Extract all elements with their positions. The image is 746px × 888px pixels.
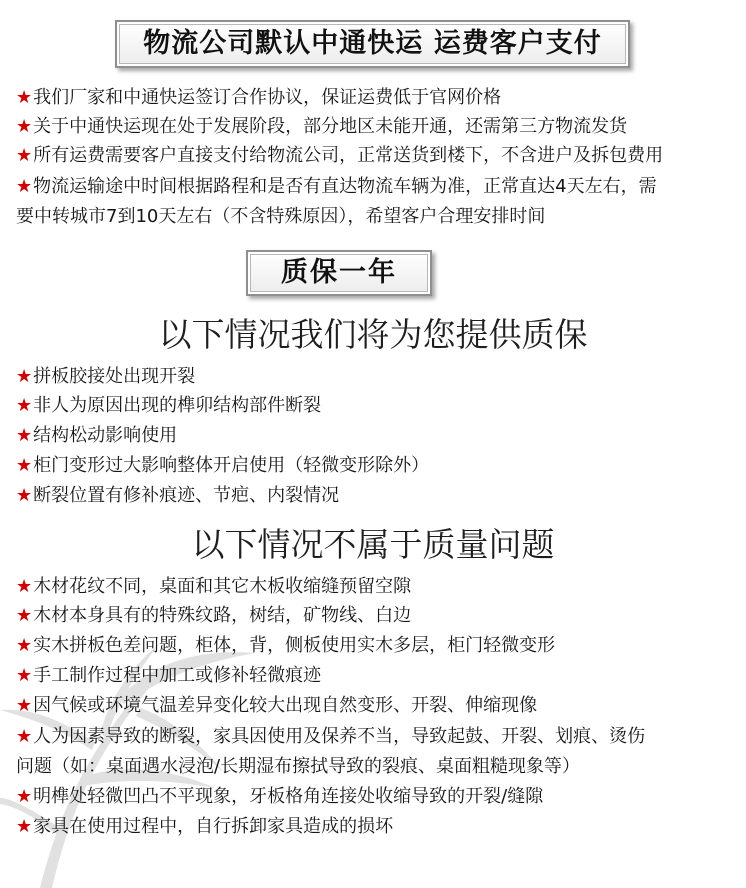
not-covered-heading: 以下情况不属于质量问题 (191, 525, 555, 564)
star-icon: ★ (16, 695, 33, 716)
star-icon: ★ (16, 87, 33, 108)
list-item: ★明榫处轻微凹凸不平现象，牙板格角连接处收缩导致的开裂/缝隙 (16, 786, 544, 807)
star-icon: ★ (16, 176, 33, 197)
star-icon: ★ (16, 116, 33, 137)
list-item: ★木材本身具有的特殊纹路，树结，矿物线、白边 (16, 605, 412, 626)
star-icon: ★ (16, 425, 33, 446)
list-item: ★实木拼板色差问题，柜体，背，侧板使用实木多层，柜门轻微变形 (16, 635, 556, 656)
star-icon: ★ (16, 395, 33, 416)
star-icon: ★ (16, 366, 33, 387)
warranty-banner: 质保一年 (246, 250, 432, 296)
star-icon: ★ (16, 816, 33, 837)
star-icon: ★ (16, 576, 33, 597)
star-icon: ★ (16, 786, 33, 807)
list-item: ★结构松动影响使用 (16, 425, 178, 446)
star-icon: ★ (16, 455, 33, 476)
star-icon: ★ (16, 145, 33, 166)
list-item: ★物流运输途中时间根据路程和是否有直达物流车辆为准，正常直达4天左右，需 (16, 176, 657, 197)
list-item-continued: 要中转城市7到10天左右（不含特殊原因），希望客户合理安排时间 (16, 206, 546, 227)
list-item: ★所有运费需要客户直接支付给物流公司，正常送货到楼下，不含进户及拆包费用 (16, 145, 664, 166)
list-item: ★家具在使用过程中，自行拆卸家具造成的损坏 (16, 816, 394, 837)
star-icon: ★ (16, 726, 33, 747)
list-item: ★断裂位置有修补痕迹、节疤、内裂情况 (16, 485, 340, 506)
list-item: ★木材花纹不同，桌面和其它木板收缩缝预留空隙 (16, 576, 412, 597)
list-item: ★柜门变形过大影响整体开启使用（轻微变形除外） (16, 455, 430, 476)
list-item: ★拼板胶接处出现开裂 (16, 366, 196, 387)
star-icon: ★ (16, 485, 33, 506)
list-item: ★关于中通快运现在处于发展阶段，部分地区未能开通，还需第三方物流发货 (16, 116, 628, 137)
star-icon: ★ (16, 605, 33, 626)
star-icon: ★ (16, 635, 33, 656)
list-item: ★非人为原因出现的榫卯结构部件断裂 (16, 395, 322, 416)
list-item: ★人为因素导致的断裂，家具因使用及保养不当，导致起鼓、开裂、划痕、烫伤 (16, 726, 646, 747)
covered-heading: 以下情况我们将为您提供质保 (158, 315, 588, 354)
list-item: ★因气候或环境气温差异变化较大出现自然变形、开裂、伸缩现像 (16, 695, 538, 716)
list-item-continued: 问题（如：桌面遇水浸泡/长期湿布擦拭导致的裂痕、桌面粗糙现象等） (16, 756, 581, 777)
list-item: ★手工制作过程中加工或修补轻微痕迹 (16, 665, 322, 686)
star-icon: ★ (16, 665, 33, 686)
list-item: ★我们厂家和中通快运签订合作协议，保证运费低于官网价格 (16, 87, 502, 108)
shipping-title-banner: 物流公司默认中通快运 运费客户支付 (115, 20, 630, 68)
